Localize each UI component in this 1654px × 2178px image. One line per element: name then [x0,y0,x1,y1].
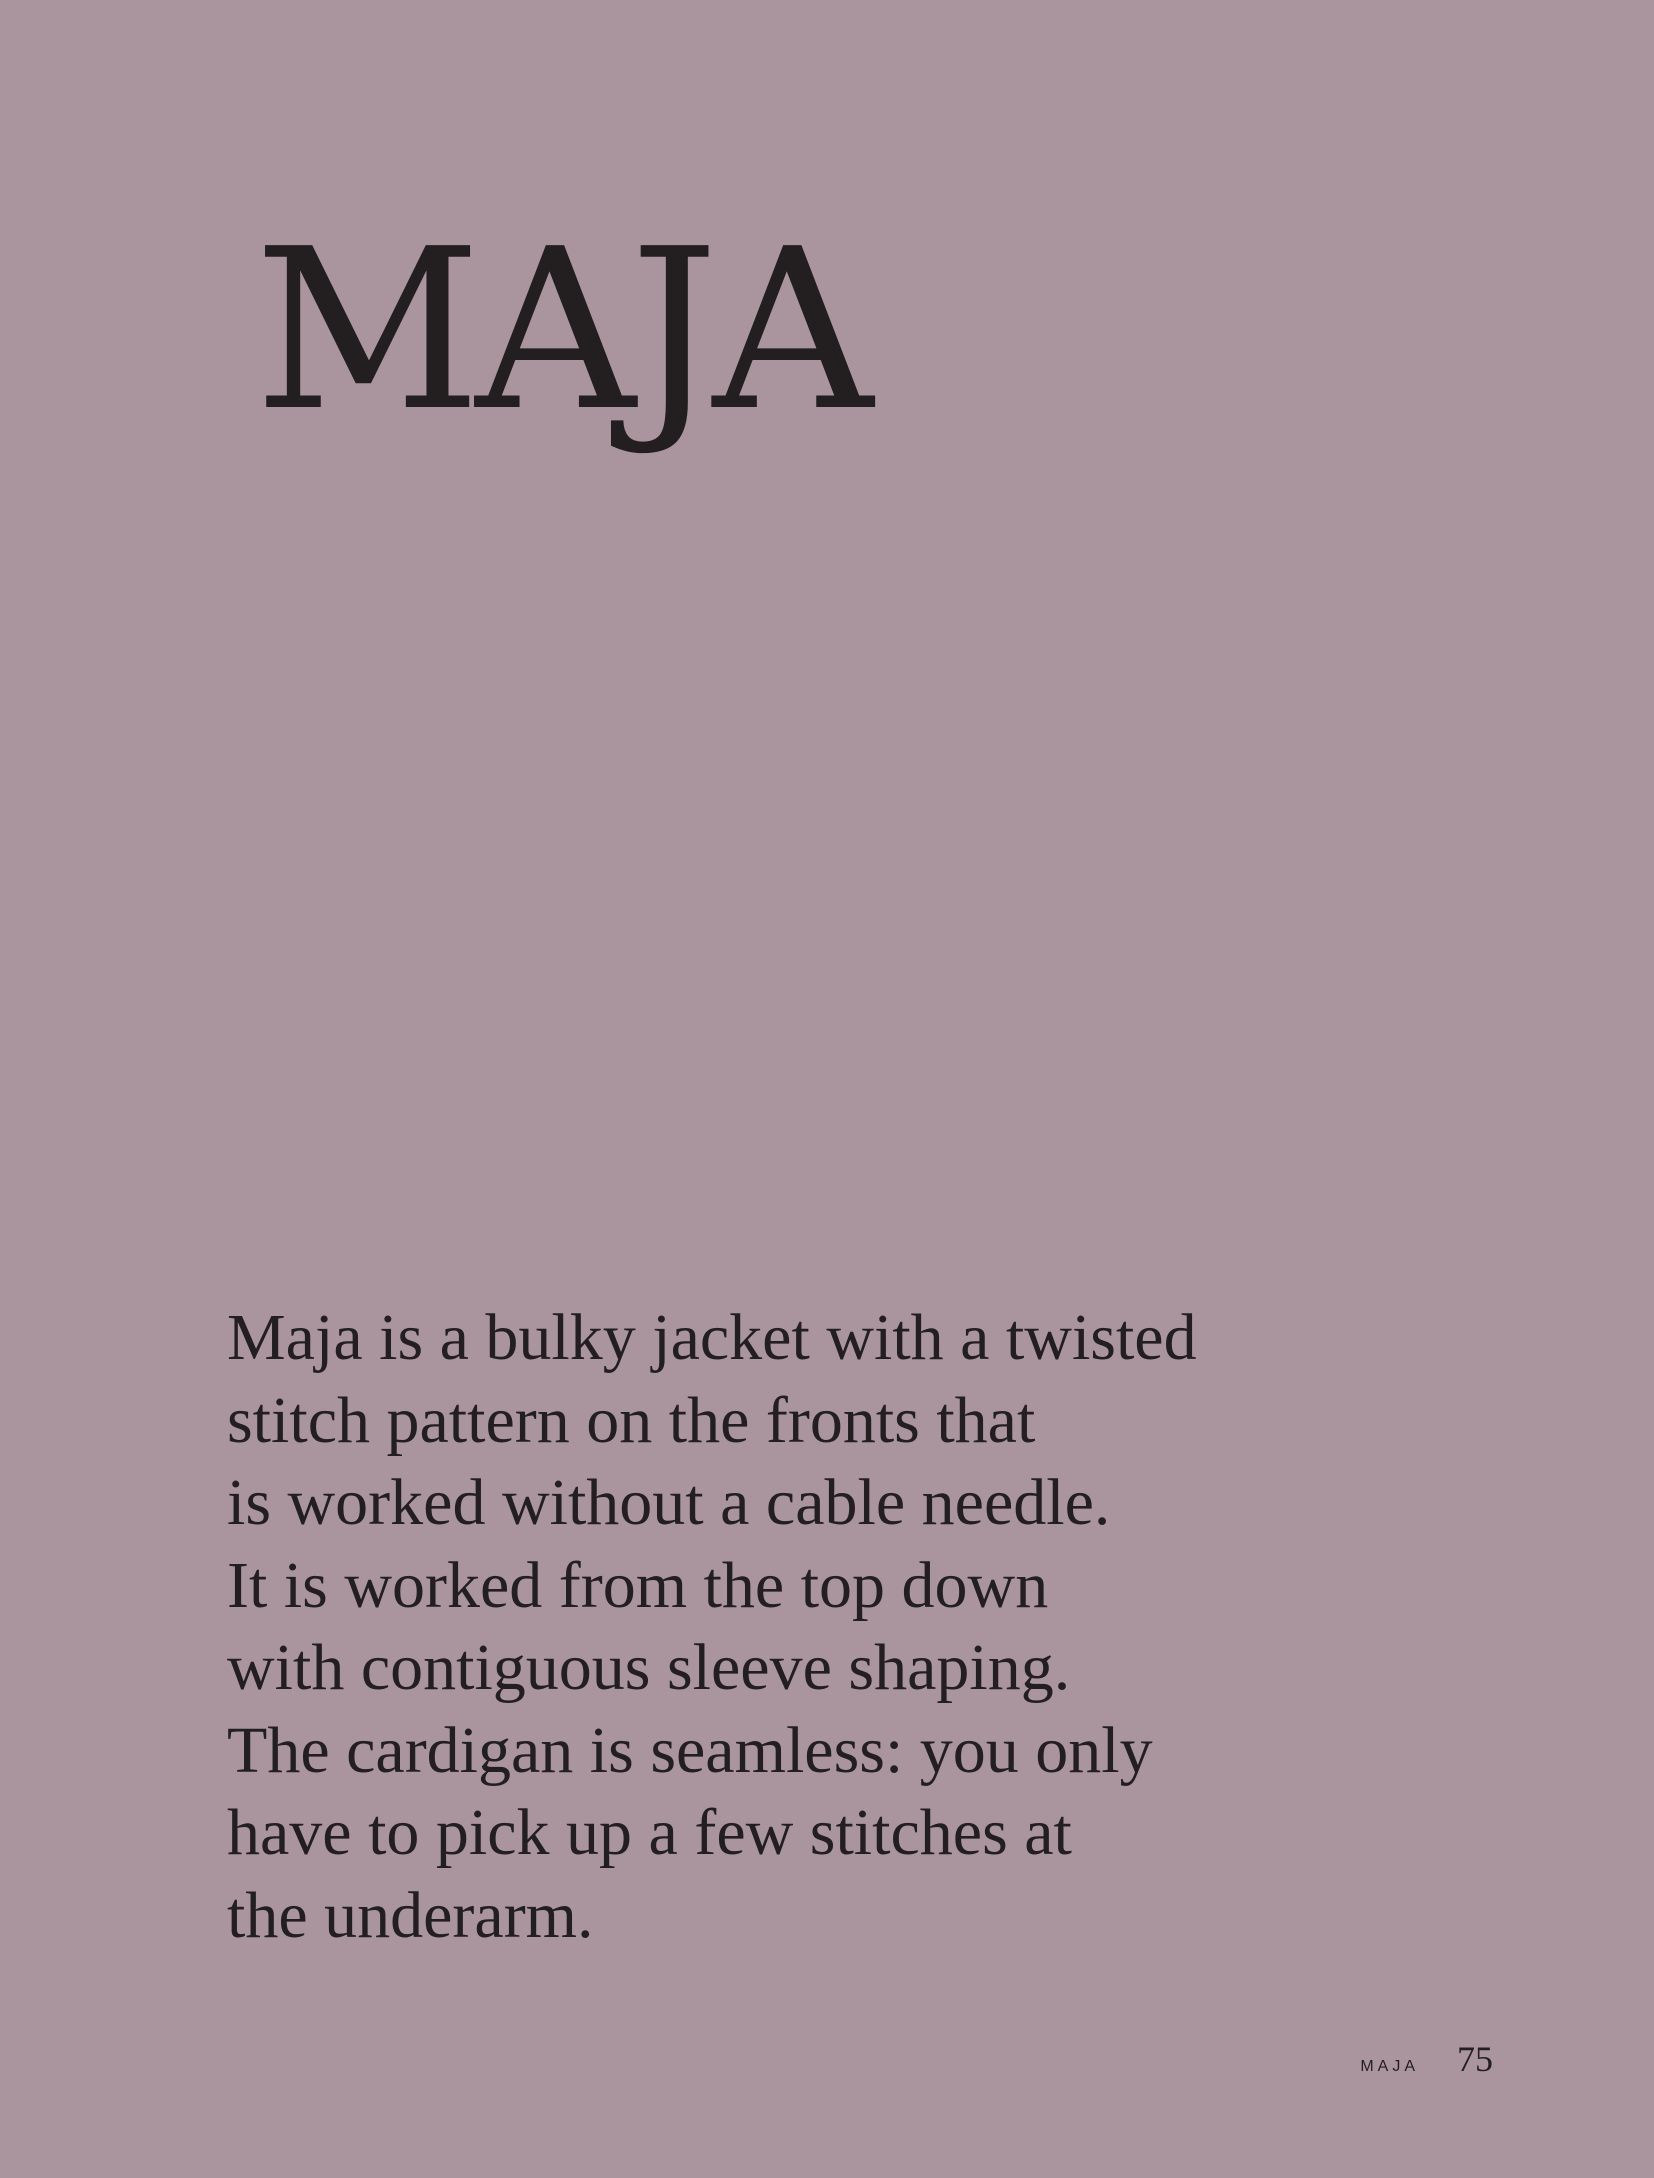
pattern-description [227,1297,1427,1957]
description-line: is worked without a cable needle. [227,1466,1111,1539]
running-head: MAJA [1360,2058,1419,2075]
pattern-title: MAJA [254,202,867,460]
description-line: The cardigan is seamless: you only [227,1713,1153,1787]
page-footer [1360,2038,1493,2078]
description-line: the underarm. [227,1878,594,1952]
page-number: 75 [1457,2039,1493,2079]
description-line: stitch pattern on the fronts that [227,1383,1036,1457]
description-line: with contiguous sleeve shaping. [227,1631,1071,1704]
description-line: It is worked from the top down [227,1548,1049,1622]
description-line: have to pick up a few stitches at [227,1796,1072,1869]
description-line: Maja is a bulky jacket with a twisted [227,1301,1197,1374]
